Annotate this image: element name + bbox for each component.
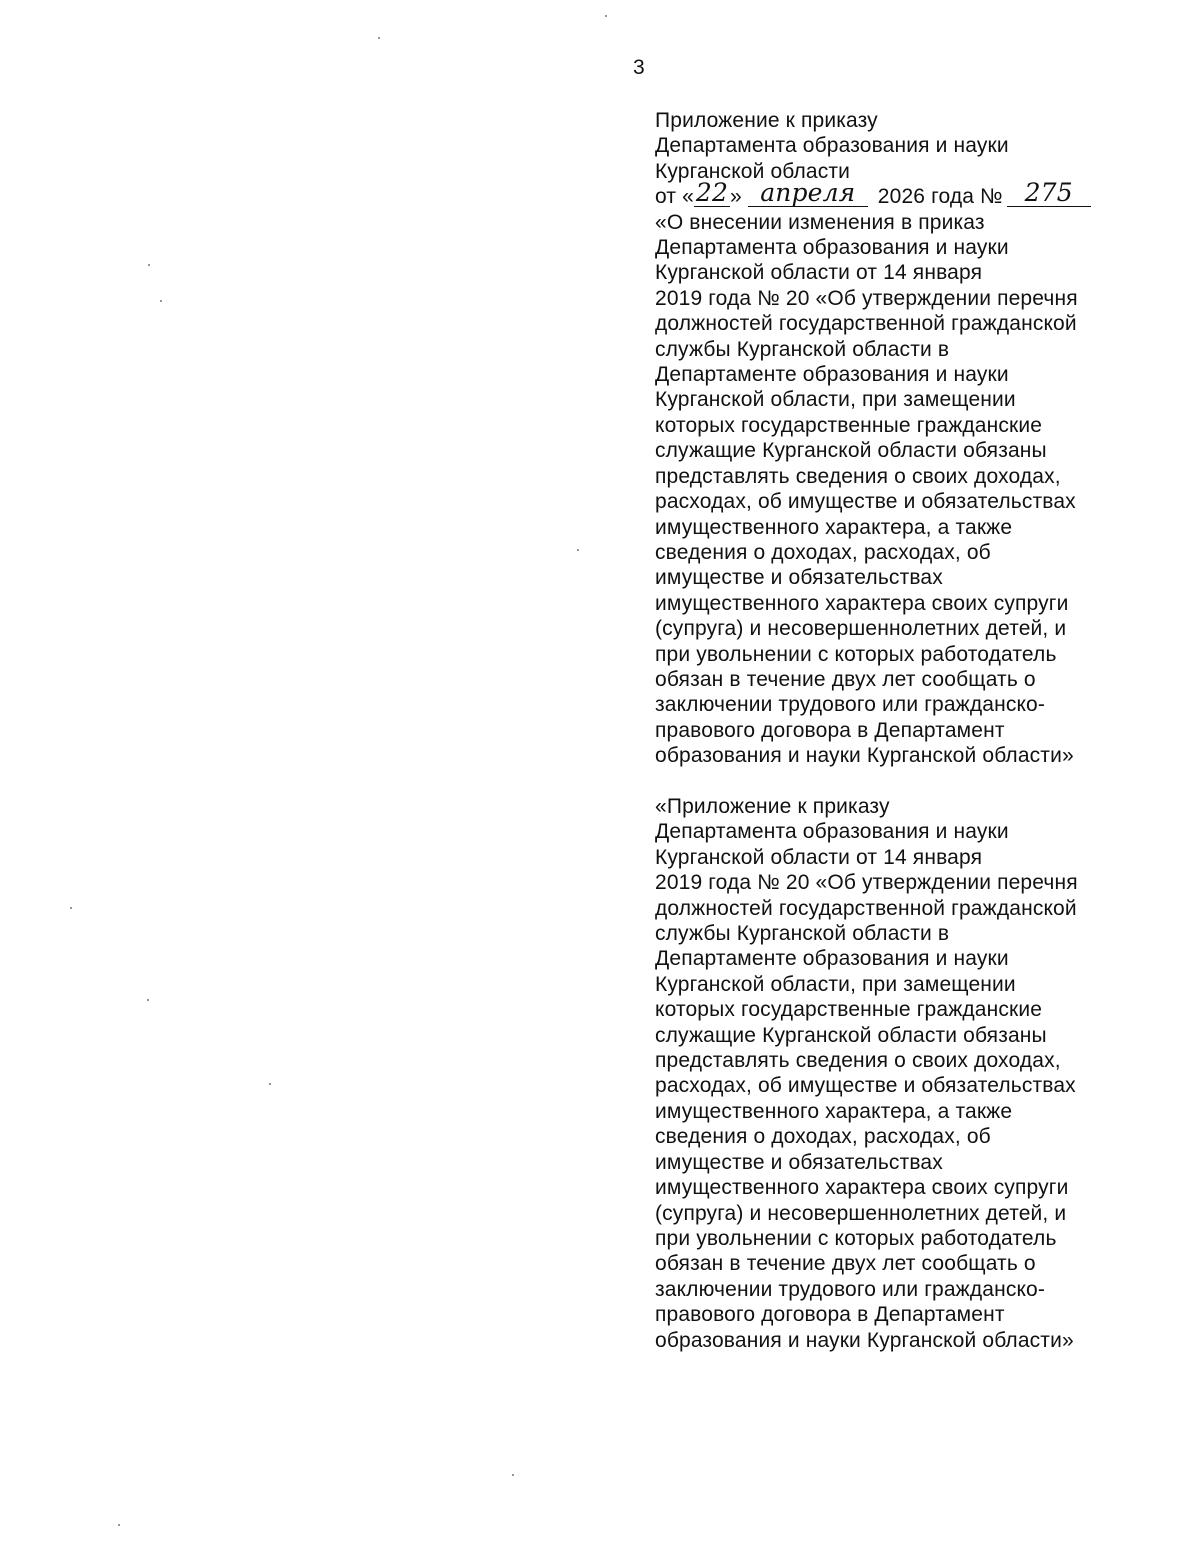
order-attachment-header [655,108,1125,769]
order-title-line: 2019 года № 20 «Об утверждении перечня [655,286,1078,310]
appendix-header [655,794,1125,1353]
scan-speck [160,300,162,302]
appendix-line: при увольнении с которых работодатель [655,1226,1057,1250]
appendix-line: имущественного характера, а также [655,1099,1013,1123]
order-title-line: расходах, об имуществе и обязательствах [655,490,1076,514]
appendix-line: имуществе и обязательствах [655,1150,943,1174]
appendix-line: сведения о доходах, расходах, об [655,1125,991,1149]
appendix-line: 2019 года № 20 «Об утверждении перечня [655,871,1078,895]
header-line: Приложение к приказу [655,109,878,132]
scan-speck [378,37,380,39]
appendix-line: представлять сведения о своих доходах, [655,1049,1061,1073]
handwritten-day-field [694,178,730,208]
scan-speck [70,907,72,909]
order-title-line: Курганской области от 14 января [655,261,983,285]
order-title-line: представлять сведения о своих доходах, [655,464,1061,488]
order-title-line: служащие Курганской области обязаны [655,439,1047,463]
appendix-line: имущественного характера своих супруги [655,1176,1069,1200]
appendix-line: (супруга) и несовершеннолетних детей, и [655,1201,1067,1225]
order-title-line: заключении трудового или гражданско- [655,693,1046,717]
handwritten-month-field [748,178,868,208]
appendix-line: службы Курганской области в [655,922,950,946]
scan-speck [269,1083,271,1085]
appendix-line: Курганской области, при замещении [655,972,1016,996]
header-line: Департамента образования и науки [655,134,1009,158]
order-title-line: имуществе и обязательствах [655,566,943,590]
page-number: 3 [633,56,645,79]
appendix-line: обязан в течение двух лет сообщать о [655,1252,1036,1276]
appendix-line: «Приложение к приказу [655,795,890,818]
date-quote-close: » [729,185,742,209]
date-prefix: от « [655,185,694,209]
order-title-line: Департамента образования и науки [655,236,1009,260]
appendix-line: служащие Курганской области обязаны [655,1023,1047,1047]
order-title-line: которых государственные гражданские [655,413,1043,437]
order-title-line: (супруга) и несовершеннолетних детей, и [655,617,1067,641]
order-title-line: имущественного характера своих супруги [655,591,1069,615]
order-title-line: сведения о доходах, расходах, об [655,540,991,564]
scan-speck [118,1524,120,1526]
header-line: Курганской области [655,159,851,183]
handwritten-number-field [1007,178,1091,208]
order-title-line: имущественного характера, а также [655,515,1013,539]
handwritten-day: 22 [695,178,729,208]
appendix-line: расходах, об имуществе и обязательствах [655,1074,1076,1098]
scan-speck [148,264,150,266]
order-title-line: Курганской области, при замещении [655,388,1016,412]
appendix-line: Курганской области от 14 января [655,845,983,869]
scan-speck [577,549,579,551]
appendix-line: образования и науки Курганской области» [655,1328,1074,1352]
order-title-line: правового договора в Департамент [655,718,1005,742]
order-title [655,210,1125,769]
scan-speck [605,15,607,17]
handwritten-order-number: 275 [1024,178,1073,208]
order-title-line: должностей государственной гражданской [655,312,1077,336]
appendix-line: которых государственные гражданские [655,998,1043,1022]
appendix-line: Департамента образования и науки [655,820,1009,844]
order-title-line: образования и науки Курганской области» [655,744,1074,768]
order-title-line: Департаменте образования и науки [655,363,1009,387]
scan-speck [147,999,149,1001]
handwritten-month: апреля [760,178,856,208]
order-date-line [655,178,1125,209]
order-title-line: «О внесении изменения в приказ [655,210,985,234]
appendix-line: Департаменте образования и науки [655,947,1009,971]
order-title-line: обязан в течение двух лет сообщать о [655,667,1036,691]
appendix-line: заключении трудового или гражданско- [655,1277,1046,1301]
scan-speck [512,1474,514,1476]
order-title-line: при увольнении с которых работодатель [655,642,1057,666]
year-and-number-label: 2026 года № [877,185,1003,209]
order-title-line: службы Курганской области в [655,337,950,361]
appendix-line: должностей государственной гражданской [655,896,1077,920]
appendix-line: правового договора в Департамент [655,1303,1005,1327]
